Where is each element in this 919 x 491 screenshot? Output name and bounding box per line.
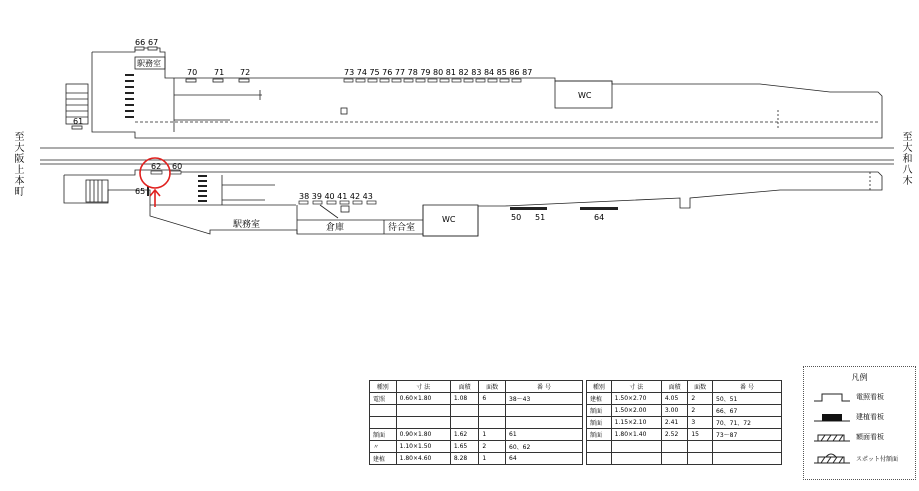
table-row — [370, 393, 583, 405]
column-header: 寸 法 — [611, 381, 661, 393]
spot-frame-sign-icon — [812, 451, 852, 465]
table-cell: 建植 — [587, 393, 612, 405]
table-cell — [479, 417, 506, 429]
table-header-row — [370, 381, 583, 393]
table-cell — [611, 441, 661, 453]
table-cell — [661, 441, 687, 453]
table-cell: 1.65 — [450, 441, 479, 453]
legend-box — [803, 366, 916, 480]
column-header: 種別 — [370, 381, 397, 393]
table-cell — [661, 453, 687, 465]
table-cell — [611, 453, 661, 465]
table-cell: 1.62 — [450, 429, 479, 441]
table-row — [587, 417, 782, 429]
legend-label: 建植看板 — [856, 413, 884, 421]
signs-73-87-label: 73 74 75 76 77 78 79 80 81 82 83 84 85 86 87 — [344, 68, 533, 77]
table-cell: 3.00 — [661, 405, 687, 417]
table-cell: 61 — [506, 429, 583, 441]
sign-51-label: 51 — [535, 213, 546, 222]
column-header: 種別 — [587, 381, 612, 393]
table-cell — [713, 453, 782, 465]
frame-sign-icon — [812, 429, 852, 443]
sign-72-label: 72 — [240, 68, 251, 77]
sign-50-label: 50 — [511, 213, 522, 222]
column-header: 面積 — [450, 381, 479, 393]
table-cell: 2.52 — [661, 429, 687, 441]
table-row — [587, 453, 782, 465]
lower-office-label: 駅務室 — [233, 220, 261, 230]
table-cell: 66、67 — [713, 405, 782, 417]
legend-label: 額面看板 — [856, 433, 884, 441]
column-header: 番 号 — [713, 381, 782, 393]
sign-66-label: 66 — [135, 38, 146, 47]
upper-platform — [66, 48, 882, 138]
table-cell: 2 — [688, 393, 713, 405]
table-cell — [396, 405, 450, 417]
table-cell: 1.80×1.40 — [611, 429, 661, 441]
table-row — [587, 429, 782, 441]
legend-item-standing-sign — [812, 409, 912, 423]
sign-64-label: 64 — [594, 213, 605, 222]
table-cell — [587, 441, 612, 453]
direction-label-left: 至大阪上本町 — [14, 132, 25, 198]
storage-label: 倉庫 — [326, 223, 345, 233]
table-row — [587, 393, 782, 405]
sign-spec-table-left — [369, 380, 583, 465]
column-header: 面積 — [661, 381, 687, 393]
direction-label-right: 至大和八木 — [902, 132, 913, 187]
table-cell: 額面 — [587, 417, 612, 429]
track-lines — [40, 148, 894, 164]
table-cell — [506, 417, 583, 429]
table-row — [370, 405, 583, 417]
table-cell: 額面 — [587, 429, 612, 441]
table-cell: 2.41 — [661, 417, 687, 429]
table-cell — [688, 441, 713, 453]
table-cell — [479, 405, 506, 417]
table-cell: 15 — [688, 429, 713, 441]
column-header: 面数 — [688, 381, 713, 393]
upper-sign-marks — [125, 74, 134, 118]
sign-67-label: 67 — [148, 38, 159, 47]
table-cell — [713, 441, 782, 453]
lit-sign-icon — [812, 389, 852, 403]
sign-spec-table-right — [586, 380, 782, 465]
table-cell — [688, 453, 713, 465]
column-header: 面数 — [479, 381, 506, 393]
sign-65-label: 65 — [135, 187, 146, 196]
table-cell: 1.50×2.00 — [611, 405, 661, 417]
table-cell — [370, 417, 397, 429]
table-row — [370, 441, 583, 453]
sign-60-label: 60 — [172, 162, 183, 171]
table-cell: 64 — [506, 453, 583, 465]
table-cell: 額面 — [587, 405, 612, 417]
table-cell: 2 — [688, 405, 713, 417]
table-row — [370, 417, 583, 429]
legend-label: スポット付額面 — [856, 456, 899, 463]
table-cell — [450, 405, 479, 417]
table-cell: 電照 — [370, 393, 397, 405]
table-cell: 0.60×1.80 — [396, 393, 450, 405]
table-cell: 〃 — [370, 441, 397, 453]
sign-62-label: 62 — [151, 162, 162, 171]
legend-item-frame-sign — [812, 429, 912, 443]
table-row — [370, 429, 583, 441]
table-cell: 額面 — [370, 429, 397, 441]
table-cell: 建植 — [370, 453, 397, 465]
lower-platform — [64, 170, 882, 236]
table-cell: 3 — [688, 417, 713, 429]
table-cell: 1.10×1.50 — [396, 441, 450, 453]
table-cell: 4.05 — [661, 393, 687, 405]
table-cell: 8.28 — [450, 453, 479, 465]
table-cell — [396, 417, 450, 429]
table-cell: 1.80×4.60 — [396, 453, 450, 465]
lower-wc-label: WC — [442, 215, 456, 224]
table-cell: 1 — [479, 453, 506, 465]
legend-item-lit-sign — [812, 389, 912, 403]
table-cell: 1.50×2.70 — [611, 393, 661, 405]
column-header: 番 号 — [506, 381, 583, 393]
table-cell: 0.90×1.80 — [396, 429, 450, 441]
table-row — [587, 405, 782, 417]
table-cell — [506, 405, 583, 417]
sign-61-label: 61 — [73, 117, 84, 126]
table-cell — [450, 417, 479, 429]
standing-sign-icon — [812, 409, 852, 423]
table-row — [370, 453, 583, 465]
sign-71-label: 71 — [214, 68, 225, 77]
table-cell: 1 — [479, 429, 506, 441]
table-cell — [587, 453, 612, 465]
upper-row-signs — [344, 79, 521, 82]
legend-item-spot-frame-sign — [812, 451, 912, 465]
table-row — [587, 441, 782, 453]
table-cell: 6 — [479, 393, 506, 405]
waiting-room-label: 待合室 — [388, 223, 416, 233]
table-cell: 1.15×2.10 — [611, 417, 661, 429]
table-cell: 2 — [479, 441, 506, 453]
upper-wc-label: WC — [578, 91, 592, 100]
legend-title: 凡例 — [851, 373, 868, 382]
table-cell: 70、71、72 — [713, 417, 782, 429]
legend-label: 電照看板 — [856, 393, 884, 401]
table-cell: 73～87 — [713, 429, 782, 441]
table-cell: 38～43 — [506, 393, 583, 405]
signs-38-43-label: 38 39 40 41 42 43 — [299, 192, 373, 201]
sign-70-label: 70 — [187, 68, 198, 77]
table-cell: 50、51 — [713, 393, 782, 405]
table-cell: 1.08 — [450, 393, 479, 405]
table-header-row — [587, 381, 782, 393]
table-cell: 60、62 — [506, 441, 583, 453]
column-header: 寸 法 — [396, 381, 450, 393]
upper-office-label: 駅務室 — [137, 59, 161, 68]
table-cell — [370, 405, 397, 417]
